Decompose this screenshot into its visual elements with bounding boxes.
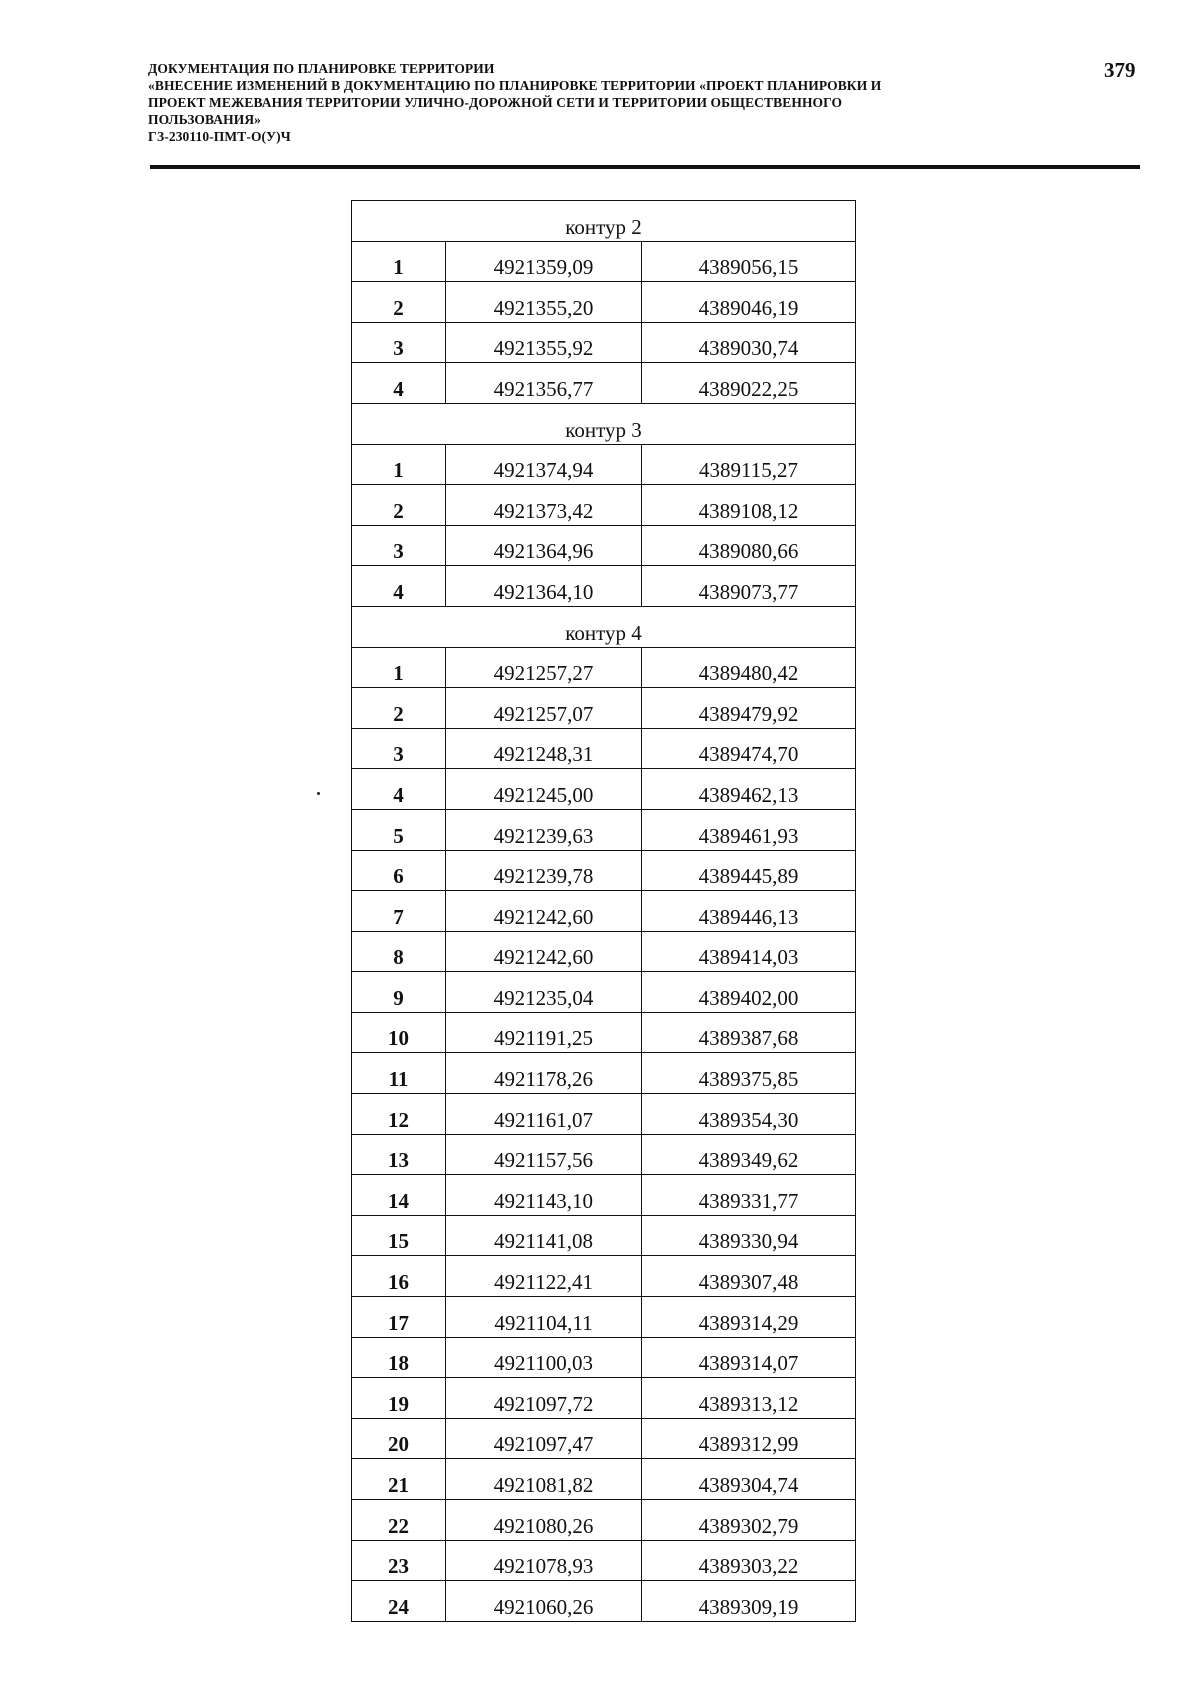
y-coordinate: 4389354,30 [642,1094,856,1135]
y-coordinate: 4389108,12 [642,485,856,526]
y-coordinate: 4389402,00 [642,972,856,1013]
coordinates-table-body [352,201,856,1622]
point-number: 24 [352,1581,446,1622]
y-coordinate: 4389302,79 [642,1500,856,1541]
table-row [352,850,856,891]
contour-header-row [352,201,856,242]
table-row [352,1540,856,1581]
contour-header-row [352,606,856,647]
table-row [352,1215,856,1256]
x-coordinate: 4921242,60 [446,931,642,972]
x-coordinate: 4921078,93 [446,1540,642,1581]
y-coordinate: 4389461,93 [642,809,856,850]
point-number: 18 [352,1337,446,1378]
y-coordinate: 4389115,27 [642,444,856,485]
x-coordinate: 4921355,92 [446,322,642,363]
y-coordinate: 4389331,77 [642,1175,856,1216]
x-coordinate: 4921100,03 [446,1337,642,1378]
point-number: 5 [352,809,446,850]
point-number: 14 [352,1175,446,1216]
table-row [352,1256,856,1297]
point-number: 17 [352,1297,446,1338]
x-coordinate: 4921257,07 [446,688,642,729]
x-coordinate: 4921245,00 [446,769,642,810]
x-coordinate: 4921122,41 [446,1256,642,1297]
table-row [352,485,856,526]
point-number: 12 [352,1094,446,1135]
table-row [352,1094,856,1135]
table-row [352,688,856,729]
y-coordinate: 4389446,13 [642,891,856,932]
table-row [352,363,856,404]
table-row [352,1581,856,1622]
x-coordinate: 4921097,47 [446,1418,642,1459]
y-coordinate: 4389073,77 [642,566,856,607]
point-number: 3 [352,525,446,566]
x-coordinate: 4921191,25 [446,1012,642,1053]
x-coordinate: 4921355,20 [446,282,642,323]
page-number: 379 [1104,58,1136,82]
point-number: 2 [352,485,446,526]
y-coordinate: 4389309,19 [642,1581,856,1622]
point-number: 13 [352,1134,446,1175]
header-line: ПОЛЬЗОВАНИЯ» [148,112,262,127]
header-rule [150,165,1140,169]
table-row [352,1459,856,1500]
header-line: ДОКУМЕНТАЦИЯ ПО ПЛАНИРОВКЕ ТЕРРИТОРИИ [148,61,495,76]
point-number: 23 [352,1540,446,1581]
x-coordinate: 4921178,26 [446,1053,642,1094]
x-coordinate: 4921081,82 [446,1459,642,1500]
table-row [352,1297,856,1338]
y-coordinate: 4389022,25 [642,363,856,404]
table-row [352,1418,856,1459]
x-coordinate: 4921143,10 [446,1175,642,1216]
table-row [352,728,856,769]
point-number: 9 [352,972,446,1013]
y-coordinate: 4389304,74 [642,1459,856,1500]
y-coordinate: 4389080,66 [642,525,856,566]
table-row [352,1053,856,1094]
table-row [352,1175,856,1216]
y-coordinate: 4389030,74 [642,322,856,363]
point-number: 1 [352,647,446,688]
header-line: ПРОЕКТ МЕЖЕВАНИЯ ТЕРРИТОРИИ УЛИЧНО-ДОРОЖНОЙ СЕТИ И ТЕРРИТОРИИ ОБЩЕСТВЕННОГО [148,95,843,110]
table-row [352,1337,856,1378]
contour-title: контур 3 [352,403,856,444]
point-number: 22 [352,1500,446,1541]
point-number: 19 [352,1378,446,1419]
point-number: 20 [352,1418,446,1459]
x-coordinate: 4921239,78 [446,850,642,891]
point-number: 6 [352,850,446,891]
point-number: 2 [352,282,446,323]
x-coordinate: 4921364,96 [446,525,642,566]
y-coordinate: 4389480,42 [642,647,856,688]
table-row [352,322,856,363]
x-coordinate: 4921374,94 [446,444,642,485]
point-number: 4 [352,769,446,810]
table-row [352,444,856,485]
y-coordinate: 4389445,89 [642,850,856,891]
x-coordinate: 4921356,77 [446,363,642,404]
point-number: 16 [352,1256,446,1297]
x-coordinate: 4921373,42 [446,485,642,526]
table-row [352,809,856,850]
y-coordinate: 4389414,03 [642,931,856,972]
point-number: 10 [352,1012,446,1053]
scan-speck [317,792,320,795]
point-number: 21 [352,1459,446,1500]
y-coordinate: 4389307,48 [642,1256,856,1297]
y-coordinate: 4389056,15 [642,241,856,282]
table-row [352,282,856,323]
table-row [352,1134,856,1175]
contour-header-row [352,403,856,444]
x-coordinate: 4921157,56 [446,1134,642,1175]
y-coordinate: 4389312,99 [642,1418,856,1459]
x-coordinate: 4921235,04 [446,972,642,1013]
contour-title: контур 2 [352,201,856,242]
point-number: 1 [352,444,446,485]
document-header [148,60,1068,145]
x-coordinate: 4921161,07 [446,1094,642,1135]
point-number: 2 [352,688,446,729]
contour-title: контур 4 [352,606,856,647]
table-row [352,769,856,810]
table-row [352,891,856,932]
y-coordinate: 4389330,94 [642,1215,856,1256]
point-number: 3 [352,728,446,769]
x-coordinate: 4921239,63 [446,809,642,850]
point-number: 3 [352,322,446,363]
x-coordinate: 4921242,60 [446,891,642,932]
table-row [352,566,856,607]
x-coordinate: 4921141,08 [446,1215,642,1256]
point-number: 7 [352,891,446,932]
coordinates-table [351,200,856,1622]
table-row [352,647,856,688]
table-row [352,1012,856,1053]
y-coordinate: 4389314,07 [642,1337,856,1378]
y-coordinate: 4389387,68 [642,1012,856,1053]
y-coordinate: 4389349,62 [642,1134,856,1175]
x-coordinate: 4921248,31 [446,728,642,769]
x-coordinate: 4921080,26 [446,1500,642,1541]
point-number: 11 [352,1053,446,1094]
y-coordinate: 4389313,12 [642,1378,856,1419]
table-row [352,241,856,282]
y-coordinate: 4389479,92 [642,688,856,729]
y-coordinate: 4389046,19 [642,282,856,323]
x-coordinate: 4921364,10 [446,566,642,607]
y-coordinate: 4389462,13 [642,769,856,810]
table-row [352,931,856,972]
point-number: 1 [352,241,446,282]
y-coordinate: 4389303,22 [642,1540,856,1581]
table-row [352,1378,856,1419]
table-row [352,972,856,1013]
document-code: ГЗ-230110-ПМТ-О(У)Ч [148,129,291,144]
x-coordinate: 4921097,72 [446,1378,642,1419]
header-line: «ВНЕСЕНИЕ ИЗМЕНЕНИЙ В ДОКУМЕНТАЦИЮ ПО ПЛАНИРОВКЕ ТЕРРИТОРИИ «ПРОЕКТ ПЛАНИРОВКИ И [148,78,882,93]
point-number: 4 [352,363,446,404]
y-coordinate: 4389375,85 [642,1053,856,1094]
point-number: 4 [352,566,446,607]
y-coordinate: 4389474,70 [642,728,856,769]
point-number: 8 [352,931,446,972]
y-coordinate: 4389314,29 [642,1297,856,1338]
table-row [352,525,856,566]
x-coordinate: 4921060,26 [446,1581,642,1622]
point-number: 15 [352,1215,446,1256]
x-coordinate: 4921257,27 [446,647,642,688]
table-row [352,1500,856,1541]
x-coordinate: 4921359,09 [446,241,642,282]
x-coordinate: 4921104,11 [446,1297,642,1338]
